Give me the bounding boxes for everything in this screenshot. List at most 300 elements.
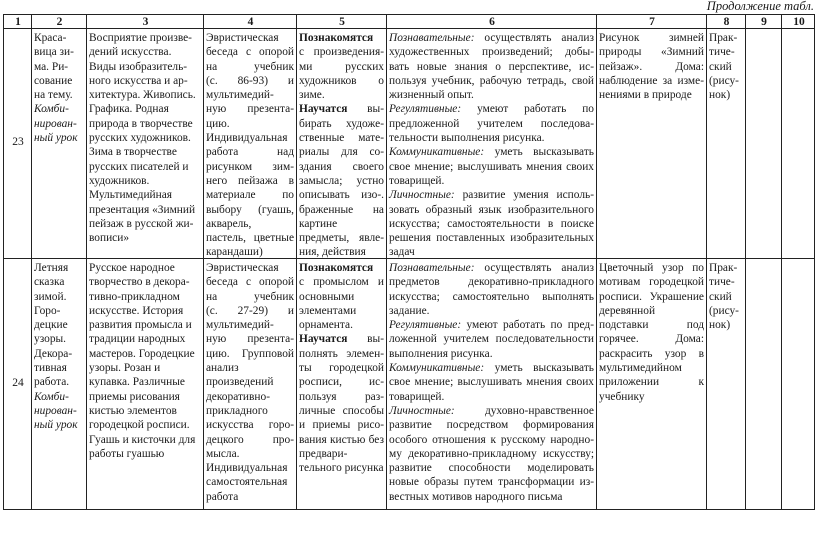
line-text: рисунком зим- bbox=[206, 160, 294, 173]
cell-text-line bbox=[89, 290, 201, 304]
cell-text-line bbox=[206, 304, 294, 318]
line-text: основными bbox=[299, 290, 355, 303]
line-text: пейзаж в русской жи- bbox=[89, 217, 194, 230]
cell-text-line bbox=[709, 275, 743, 289]
line-text: му декоративно-прикладному искусству; bbox=[389, 447, 594, 460]
category-label: Личностные: bbox=[389, 189, 455, 202]
cell-text-line bbox=[389, 433, 594, 447]
table-cell-col-4 bbox=[204, 261, 296, 504]
line-text: Индивидуальная bbox=[206, 132, 288, 145]
column-header-7: 7 bbox=[649, 16, 655, 28]
line-text: ты городецкой bbox=[299, 362, 384, 375]
line-text: нениями в природе bbox=[599, 89, 692, 102]
line-text: нок) bbox=[709, 319, 731, 332]
table-cell-col-8 bbox=[707, 261, 745, 332]
cell-text-line bbox=[599, 332, 704, 346]
category-label: нирован- bbox=[34, 404, 77, 417]
cell-text-line bbox=[599, 261, 704, 275]
cell-text-line bbox=[89, 275, 201, 289]
cell-text-line bbox=[299, 160, 384, 174]
cell-text-line bbox=[299, 361, 384, 375]
cell-text-line bbox=[389, 447, 594, 461]
line-text: работа bbox=[206, 490, 239, 503]
cell-text-line bbox=[34, 304, 84, 318]
line-text: работа. bbox=[34, 376, 70, 389]
cell-text-line bbox=[89, 404, 201, 418]
cell-text-line bbox=[389, 74, 594, 88]
cell-text-line bbox=[389, 188, 594, 202]
cell-text-line bbox=[206, 290, 294, 304]
line-text: (рису- bbox=[709, 304, 739, 317]
line-text: орнамента. bbox=[299, 319, 353, 332]
line-text: Виды изобразитель- bbox=[89, 60, 188, 73]
cell-text-line bbox=[389, 88, 594, 102]
cell-text-line bbox=[206, 275, 294, 289]
cell-text-line bbox=[599, 390, 704, 404]
cell-text-line bbox=[89, 45, 201, 59]
line-text: Эвристическая bbox=[206, 262, 279, 274]
line-text: искусства; самостоятельно выполнять bbox=[389, 290, 594, 303]
line-text: свое мнение; выслушивать мнения своих bbox=[389, 160, 594, 173]
cell-text-line bbox=[89, 102, 201, 116]
line-text: уметь высказывать bbox=[484, 362, 594, 375]
line-text: цию. Групповой bbox=[206, 347, 294, 360]
cell-text-line bbox=[299, 290, 384, 304]
table-continuation-caption: Продолжение табл. bbox=[706, 0, 814, 13]
category-label: Регулятивные: bbox=[389, 319, 462, 332]
line-text: русских художников. bbox=[89, 132, 191, 145]
column-header-6: 6 bbox=[489, 16, 495, 28]
cell-text-line bbox=[599, 318, 704, 332]
cell-text-line bbox=[299, 102, 384, 116]
line-text: художников. bbox=[89, 174, 150, 187]
line-text: деревянной bbox=[599, 304, 656, 317]
cell-text-line bbox=[206, 188, 294, 202]
cell-text-line bbox=[89, 117, 201, 131]
line-text: карандаши) bbox=[206, 246, 263, 259]
cell-text-line bbox=[206, 160, 294, 174]
line-text: тельности выполнения рисунка. bbox=[389, 132, 545, 145]
cell-text-line bbox=[34, 318, 84, 332]
line-text: развития промысла и bbox=[89, 319, 192, 332]
line-text: Прак- bbox=[709, 262, 738, 274]
line-text: узоры. bbox=[34, 333, 67, 346]
cell-text-line bbox=[389, 145, 594, 159]
table-cell-col-6 bbox=[387, 261, 596, 504]
line-text: работы гуашью bbox=[89, 447, 165, 460]
line-text: хитектура. Живопись. bbox=[89, 89, 196, 102]
cell-text-line bbox=[34, 361, 84, 375]
cell-text-line bbox=[34, 31, 84, 45]
bold-label: Познакомятся bbox=[299, 32, 374, 44]
line-text: пейзаж». Дома: bbox=[599, 60, 704, 73]
line-text: осуществлять анализ bbox=[474, 32, 594, 44]
table-cell-col-5 bbox=[297, 261, 386, 475]
line-text: предметы, явле- bbox=[299, 232, 384, 245]
line-text: развитие посредством формирования bbox=[389, 419, 594, 432]
cell-text-line bbox=[299, 188, 384, 202]
cell-text-line bbox=[299, 275, 384, 289]
cell-text-line bbox=[389, 261, 594, 275]
cell-text-line bbox=[709, 304, 743, 318]
cell-text-line bbox=[206, 145, 294, 159]
line-text: товарищей. bbox=[389, 174, 445, 187]
line-text: зиме. bbox=[299, 89, 325, 102]
line-text: мультимедий- bbox=[206, 89, 274, 102]
line-text: зимой. bbox=[34, 290, 67, 303]
cell-text-line bbox=[89, 231, 201, 245]
cell-text-line bbox=[389, 45, 594, 59]
line-text: личные способы bbox=[299, 404, 384, 417]
column-header-5: 5 bbox=[339, 16, 345, 28]
line-text: узоры. Розан и bbox=[89, 362, 161, 375]
cell-text-line bbox=[389, 375, 594, 389]
table-cell-col-3 bbox=[87, 261, 203, 461]
cell-text-line bbox=[389, 217, 594, 231]
line-text: художников о bbox=[299, 74, 384, 87]
line-text: Восприятие произве- bbox=[89, 32, 192, 44]
cell-text-line bbox=[389, 290, 594, 304]
line-text: тивно-прикладном bbox=[89, 290, 180, 303]
line-text: презентация «Зимний bbox=[89, 203, 196, 216]
line-text: вания кистью без bbox=[299, 433, 384, 446]
cell-text-line bbox=[89, 160, 201, 174]
cell-text-line bbox=[89, 304, 201, 318]
line-text: развитие способности моделировать bbox=[389, 462, 594, 475]
cell-text-line bbox=[389, 231, 594, 245]
cell-text-line bbox=[89, 361, 201, 375]
cell-text-line bbox=[389, 418, 594, 432]
line-text: Прак- bbox=[709, 32, 738, 44]
cell-text-line bbox=[206, 433, 294, 447]
line-text: Графика. Родная bbox=[89, 103, 169, 116]
line-text: ную презента- bbox=[206, 103, 294, 116]
cell-text-line bbox=[206, 361, 294, 375]
line-text: природа в творчестве bbox=[89, 117, 193, 130]
cell-text-line bbox=[599, 88, 704, 102]
line-text: цию. bbox=[206, 117, 230, 130]
cell-text-line bbox=[299, 318, 384, 332]
cell-text-line bbox=[206, 404, 294, 418]
line-text: него пейзажа в bbox=[206, 174, 294, 187]
line-text: особого отношения к русскому народно- bbox=[389, 433, 594, 446]
cell-text-line bbox=[34, 404, 84, 418]
line-text: товарищей. bbox=[389, 390, 445, 403]
cell-text-line bbox=[709, 74, 743, 88]
cell-text-line bbox=[34, 117, 84, 131]
cell-text-line bbox=[206, 217, 294, 231]
cell-text-line bbox=[206, 102, 294, 116]
line-text: вы- bbox=[347, 333, 384, 346]
line-text: свое мнение; выслушивать мнения своих bbox=[389, 376, 594, 389]
line-text: элементами bbox=[299, 304, 357, 317]
cell-text-line bbox=[599, 290, 704, 304]
line-text: произведений bbox=[206, 376, 274, 389]
cell-text-line bbox=[89, 447, 201, 461]
cell-text-line bbox=[299, 131, 384, 145]
line-text: декоративно- bbox=[206, 390, 270, 403]
line-text: Зима в творчестве bbox=[89, 146, 177, 159]
cell-text-line bbox=[389, 275, 594, 289]
cell-text-line bbox=[206, 60, 294, 74]
cell-text-line bbox=[599, 304, 704, 318]
table-cell-col-8 bbox=[707, 31, 745, 102]
category-label: ный урок bbox=[34, 419, 78, 432]
line-text: вестных мотивов народного письма bbox=[389, 490, 563, 503]
line-text: наблюдение за изме- bbox=[599, 74, 704, 87]
column-header-10: 10 bbox=[793, 16, 805, 28]
cell-text-line bbox=[599, 60, 704, 74]
cell-text-line bbox=[34, 375, 84, 389]
bold-label: Научатся bbox=[299, 103, 348, 116]
line-text: беседа с опорой bbox=[206, 46, 294, 59]
cell-text-line bbox=[389, 174, 594, 188]
cell-text-line bbox=[89, 433, 201, 447]
cell-text-line bbox=[206, 447, 294, 461]
cell-text-line bbox=[89, 74, 201, 88]
line-text: риалы для со- bbox=[299, 146, 384, 159]
cell-text-line bbox=[599, 45, 704, 59]
cell-text-line bbox=[206, 475, 294, 489]
cell-text-line bbox=[389, 304, 594, 318]
table-cell-col-6 bbox=[387, 31, 596, 260]
cell-text-line bbox=[89, 188, 201, 202]
cell-text-line bbox=[34, 131, 84, 145]
line-text: (с. 86-93) и bbox=[206, 74, 294, 87]
cell-text-line bbox=[34, 60, 84, 74]
line-text: на учебник bbox=[206, 60, 294, 73]
cell-text-line bbox=[299, 203, 384, 217]
line-text: беседа с опорой bbox=[206, 276, 294, 289]
line-text: ного искусства и ар- bbox=[89, 74, 188, 87]
table-cell-col-7 bbox=[597, 261, 706, 404]
cell-text-line bbox=[299, 304, 384, 318]
cell-text-line bbox=[599, 347, 704, 361]
cell-text-line bbox=[206, 117, 294, 131]
cell-text-line bbox=[206, 390, 294, 404]
cell-text-line bbox=[89, 31, 201, 45]
line-text: предложенной учителем последова- bbox=[389, 117, 594, 130]
line-text: ния, действия bbox=[299, 246, 366, 259]
line-text: Горо- bbox=[34, 304, 61, 317]
cell-text-line bbox=[34, 390, 84, 404]
line-text: традиции народных bbox=[89, 333, 186, 346]
cell-text-line bbox=[206, 88, 294, 102]
line-text: Цветочный узор по bbox=[599, 262, 704, 274]
line-text: описывать изо-. bbox=[299, 189, 384, 202]
cell-text-line bbox=[709, 318, 743, 332]
line-text: природы «Зимний bbox=[599, 46, 704, 59]
cell-text-line bbox=[299, 375, 384, 389]
table-cell-col-5 bbox=[297, 31, 386, 260]
cell-text-line bbox=[389, 160, 594, 174]
line-text: умеют работать по пред- bbox=[461, 319, 594, 332]
cell-text-line bbox=[299, 231, 384, 245]
line-text: пользуя учебник, рабочую тетрадь, свой bbox=[389, 74, 594, 87]
line-text: русских писателей и bbox=[89, 160, 189, 173]
cell-text-line bbox=[34, 418, 84, 432]
cell-text-line bbox=[599, 275, 704, 289]
cell-text-line bbox=[206, 347, 294, 361]
line-text: работа над bbox=[206, 146, 294, 159]
lesson-number: 24 bbox=[12, 377, 24, 389]
line-text: пользуя раз- bbox=[299, 390, 384, 403]
line-text: тиче- bbox=[709, 276, 735, 289]
line-text: материале по bbox=[206, 189, 294, 202]
column-divider bbox=[745, 15, 746, 509]
line-text: мастеров. Городецкие bbox=[89, 347, 195, 360]
cell-text-line bbox=[299, 418, 384, 432]
line-text: умеют работать по bbox=[461, 103, 594, 116]
bold-label: Научатся bbox=[299, 333, 348, 346]
line-text: с промыслом и bbox=[299, 276, 384, 289]
column-header-9: 9 bbox=[761, 16, 767, 28]
column-header-8: 8 bbox=[723, 16, 730, 28]
line-text: Гуашь и кисточки для bbox=[89, 433, 196, 446]
line-text: вица зи- bbox=[34, 46, 74, 59]
cell-text-line bbox=[709, 88, 743, 102]
line-text: мультимедийном bbox=[599, 362, 682, 375]
cell-text-line bbox=[299, 74, 384, 88]
table-cell-col-2 bbox=[32, 31, 86, 145]
table-cell-col-3 bbox=[87, 31, 203, 245]
line-text: задание. bbox=[389, 304, 430, 317]
cell-text-line bbox=[709, 261, 743, 275]
line-text: картине bbox=[299, 217, 338, 230]
line-text: духовно-нравственное bbox=[454, 404, 594, 417]
category-label: ный урок bbox=[34, 132, 78, 145]
line-text: новые образы путем трансформации из- bbox=[389, 476, 594, 489]
cell-text-line bbox=[709, 45, 743, 59]
cell-text-line bbox=[206, 203, 294, 217]
line-text: ми русских bbox=[299, 60, 384, 73]
cell-text-line bbox=[299, 60, 384, 74]
line-text: Рисунок зимней bbox=[599, 32, 704, 44]
line-text: выбору (гуашь, bbox=[206, 203, 294, 216]
cell-text-line bbox=[206, 318, 294, 332]
cell-text-line bbox=[299, 433, 384, 447]
line-text: развитие умения исполь- bbox=[454, 189, 594, 202]
category-label: Коммуникативные: bbox=[389, 146, 485, 159]
cell-text-line bbox=[206, 74, 294, 88]
line-text: ственные мате- bbox=[299, 132, 384, 145]
line-text: учебнику bbox=[599, 390, 645, 403]
cell-text-line bbox=[206, 332, 294, 346]
line-text: кистью элементов bbox=[89, 404, 177, 417]
line-text: с произведения- bbox=[299, 46, 384, 59]
table-cell-col-2 bbox=[32, 261, 86, 433]
line-text: решения поставленных изобразительных bbox=[389, 232, 594, 245]
category-label: Комби- bbox=[34, 390, 69, 403]
cell-text-line bbox=[299, 217, 384, 231]
line-text: акварель, bbox=[206, 217, 252, 230]
line-text: творчество в декора- bbox=[89, 276, 190, 289]
line-text: Краса- bbox=[34, 32, 67, 44]
cell-text-line bbox=[389, 475, 594, 489]
line-text: предметов декоративно-прикладного bbox=[389, 276, 594, 289]
cell-text-line bbox=[299, 461, 384, 475]
line-text: сование bbox=[34, 74, 73, 87]
cell-text-line bbox=[299, 31, 384, 45]
category-label: нирован- bbox=[34, 117, 77, 130]
cell-text-line bbox=[206, 375, 294, 389]
line-text: вы- bbox=[347, 103, 384, 116]
cell-text-line bbox=[389, 361, 594, 375]
cell-text-line bbox=[389, 318, 594, 332]
cell-text-line bbox=[89, 88, 201, 102]
cell-text-line bbox=[34, 102, 84, 116]
cell-text-line bbox=[299, 145, 384, 159]
cell-text-line bbox=[89, 332, 201, 346]
line-text: здания своего bbox=[299, 160, 384, 173]
line-text: тивная bbox=[34, 362, 67, 375]
cell-text-line bbox=[34, 261, 84, 275]
line-text: и приемы рисо- bbox=[299, 419, 384, 432]
cell-text-line bbox=[89, 217, 201, 231]
cell-text-line bbox=[299, 117, 384, 131]
line-text: горячее. Дома: bbox=[599, 333, 704, 346]
line-text: мультимедий- bbox=[206, 319, 274, 332]
column-header-3: 3 bbox=[142, 16, 149, 28]
cell-text-line bbox=[34, 275, 84, 289]
line-text: бирать художе- bbox=[299, 117, 384, 130]
line-text: Летняя bbox=[34, 262, 69, 274]
cell-text-line bbox=[89, 390, 201, 404]
line-text: замысла; устно bbox=[299, 174, 384, 187]
cell-text-line bbox=[299, 245, 384, 259]
cell-text-line bbox=[599, 31, 704, 45]
cell-text-line bbox=[389, 332, 594, 346]
cell-text-line bbox=[34, 88, 84, 102]
line-text: анализ bbox=[206, 362, 239, 375]
line-text: браженные на bbox=[299, 203, 384, 216]
cell-text-line bbox=[206, 418, 294, 432]
line-text: ский bbox=[709, 60, 732, 73]
cell-text-line bbox=[709, 60, 743, 74]
cell-text-line bbox=[206, 231, 294, 245]
line-text: раскрасить узор в bbox=[599, 347, 704, 360]
line-text: на учебник bbox=[206, 290, 294, 303]
line-text: осуществлять анализ bbox=[474, 262, 594, 274]
cell-text-line bbox=[206, 461, 294, 475]
cell-text-line bbox=[389, 31, 594, 45]
line-text: Мультимедийная bbox=[89, 189, 173, 202]
column-header-1: 1 bbox=[15, 16, 21, 28]
cell-text-line bbox=[89, 418, 201, 432]
category-label: Комби- bbox=[34, 103, 69, 116]
line-text: на тему. bbox=[34, 89, 73, 102]
line-text: зовать образный язык изобразительного bbox=[389, 203, 594, 216]
cell-text-line bbox=[89, 375, 201, 389]
cell-text-line bbox=[89, 145, 201, 159]
line-text: Индивидуальная bbox=[206, 462, 288, 475]
cell-text-line bbox=[599, 361, 704, 375]
line-text: сказка bbox=[34, 276, 65, 289]
cell-text-line bbox=[89, 347, 201, 361]
cell-text-line bbox=[299, 88, 384, 102]
bold-label: Познакомятся bbox=[299, 262, 374, 274]
line-text: полнять элемен- bbox=[299, 347, 384, 360]
cell-text-line bbox=[709, 290, 743, 304]
line-text: росписи, ис- bbox=[299, 376, 384, 389]
line-text: вописи» bbox=[89, 232, 130, 245]
line-text: тельного рисунка bbox=[299, 462, 384, 475]
lesson-plan-table bbox=[3, 14, 815, 510]
line-text: приложении к bbox=[599, 376, 704, 389]
line-text: искусства горо- bbox=[206, 419, 294, 432]
cell-text-line bbox=[299, 447, 384, 461]
table-cell-col-4 bbox=[204, 31, 296, 260]
